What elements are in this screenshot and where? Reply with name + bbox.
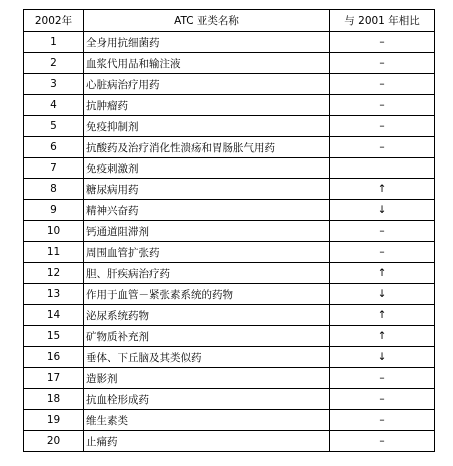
- rank-cell: 8: [24, 179, 84, 200]
- name-cell: 精神兴奋药: [84, 200, 330, 221]
- rank-cell: 19: [24, 410, 84, 431]
- table-row: [24, 179, 435, 200]
- name-cell: 作用于血管－紧张素系统的药物: [84, 284, 330, 305]
- change-cell: –: [330, 95, 435, 116]
- rank-column-header: 2002年: [24, 10, 84, 32]
- change-cell: –: [330, 368, 435, 389]
- table-row: [24, 284, 435, 305]
- table-row: [24, 263, 435, 284]
- name-cell: 全身用抗细菌药: [84, 32, 330, 53]
- table-row: [24, 32, 435, 53]
- rank-cell: 16: [24, 347, 84, 368]
- change-cell: –: [330, 431, 435, 452]
- name-cell: 免疫刺激剂: [84, 158, 330, 179]
- change-cell: ↑: [330, 263, 435, 284]
- rank-cell: 5: [24, 116, 84, 137]
- change-cell: –: [330, 32, 435, 53]
- name-cell: 抗肿瘤药: [84, 95, 330, 116]
- name-cell: 造影剂: [84, 368, 330, 389]
- table-row: [24, 200, 435, 221]
- table-row: [24, 410, 435, 431]
- table-row: [24, 389, 435, 410]
- table-row: [24, 116, 435, 137]
- table-row: [24, 242, 435, 263]
- table-row: [24, 95, 435, 116]
- rank-cell: 10: [24, 221, 84, 242]
- atc-ranking-table: [23, 9, 435, 452]
- comparison-column-header: 与 2001 年相比: [330, 10, 435, 32]
- table-header-row: [24, 10, 435, 32]
- table-row: [24, 137, 435, 158]
- table-row: [24, 431, 435, 452]
- change-cell: –: [330, 53, 435, 74]
- change-cell: ↓: [330, 347, 435, 368]
- rank-cell: 3: [24, 74, 84, 95]
- table-row: [24, 326, 435, 347]
- rank-cell: 17: [24, 368, 84, 389]
- name-cell: 心脏病治疗用药: [84, 74, 330, 95]
- table-row: [24, 53, 435, 74]
- rank-cell: 18: [24, 389, 84, 410]
- table-body: [24, 32, 435, 452]
- rank-cell: 12: [24, 263, 84, 284]
- name-cell: 钙通道阻滞剂: [84, 221, 330, 242]
- rank-cell: 7: [24, 158, 84, 179]
- rank-cell: 14: [24, 305, 84, 326]
- name-cell: 矿物质补充剂: [84, 326, 330, 347]
- rank-cell: 6: [24, 137, 84, 158]
- name-cell: 泌尿系统药物: [84, 305, 330, 326]
- change-cell: ↑: [330, 179, 435, 200]
- change-cell: ↓: [330, 284, 435, 305]
- change-cell: –: [330, 74, 435, 95]
- table-row: [24, 305, 435, 326]
- change-cell: –: [330, 116, 435, 137]
- rank-cell: 2: [24, 53, 84, 74]
- change-cell: ↓: [330, 200, 435, 221]
- change-cell: [330, 158, 435, 179]
- rank-cell: 20: [24, 431, 84, 452]
- name-column-header: ATC 亚类名称: [84, 10, 330, 32]
- name-cell: 周围血管扩张药: [84, 242, 330, 263]
- rank-cell: 4: [24, 95, 84, 116]
- table-row: [24, 347, 435, 368]
- name-cell: 止痛药: [84, 431, 330, 452]
- name-cell: 胆、肝疾病治疗药: [84, 263, 330, 284]
- change-cell: –: [330, 137, 435, 158]
- change-cell: ↑: [330, 305, 435, 326]
- change-cell: –: [330, 221, 435, 242]
- table-row: [24, 74, 435, 95]
- change-cell: ↑: [330, 326, 435, 347]
- name-cell: 抗酸药及治疗消化性溃疡和胃肠胀气用药: [84, 137, 330, 158]
- table-row: [24, 368, 435, 389]
- name-cell: 免疫抑制剂: [84, 116, 330, 137]
- rank-cell: 13: [24, 284, 84, 305]
- rank-cell: 9: [24, 200, 84, 221]
- name-cell: 维生素类: [84, 410, 330, 431]
- name-cell: 抗血栓形成药: [84, 389, 330, 410]
- change-cell: –: [330, 242, 435, 263]
- change-cell: –: [330, 389, 435, 410]
- table-row: [24, 158, 435, 179]
- rank-cell: 11: [24, 242, 84, 263]
- table-row: [24, 221, 435, 242]
- name-cell: 糖尿病用药: [84, 179, 330, 200]
- name-cell: 垂体、下丘脑及其类似药: [84, 347, 330, 368]
- rank-cell: 1: [24, 32, 84, 53]
- rank-cell: 15: [24, 326, 84, 347]
- name-cell: 血浆代用品和输注液: [84, 53, 330, 74]
- change-cell: –: [330, 410, 435, 431]
